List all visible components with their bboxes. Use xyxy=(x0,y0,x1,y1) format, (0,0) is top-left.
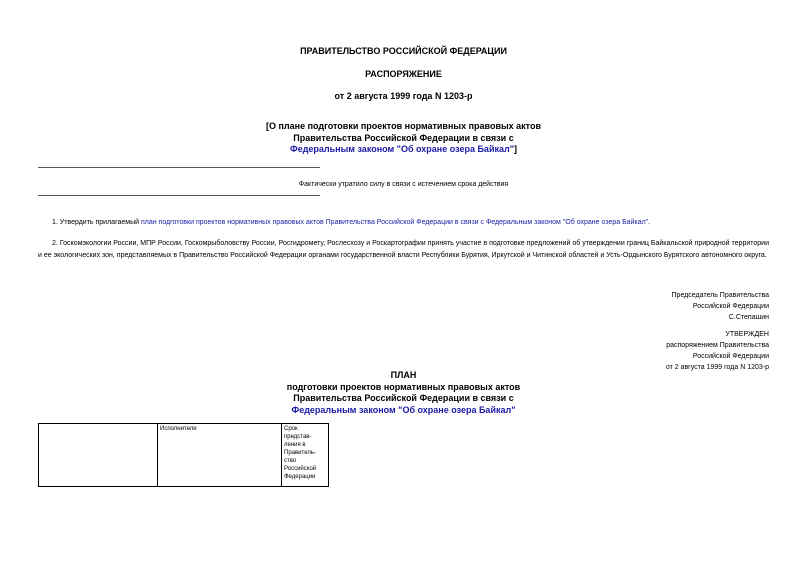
status-note: Фактически утратило силу в связи с истечением срока действия xyxy=(298,181,509,188)
signature-line-1: Председатель Правительства xyxy=(671,292,769,299)
plan-link[interactable]: план подготовки проектов нормативных правовых актов Правительства Российской Федерации в связи с Федеральным законом "Об охране озера Байкал" xyxy=(140,219,649,226)
plan-heading xyxy=(0,370,807,416)
subject-line-1: [О плане подготовки проектов нормативных правовых актов xyxy=(265,121,541,131)
table-row xyxy=(39,424,329,487)
approval-line-2: распоряжением Правительства xyxy=(666,342,769,349)
plan-title: ПЛАН xyxy=(390,370,417,380)
approval-line-3: Российской Федерации xyxy=(692,353,769,360)
plan-table xyxy=(38,423,329,487)
divider-bottom xyxy=(38,195,320,196)
subject-line-2: Правительства Российской Федерации в связи с xyxy=(293,132,514,143)
signature-line-3: С.Степашин xyxy=(728,314,769,321)
government-heading: ПРАВИТЕЛЬСТВО РОССИЙСКОЙ ФЕДЕРАЦИИ xyxy=(300,46,507,56)
signature-block xyxy=(672,290,769,323)
document-date-number: от 2 августа 1999 года N 1203-р xyxy=(334,91,473,101)
paragraph-1-suffix: . xyxy=(648,219,651,226)
subject-close-bracket: ] xyxy=(513,144,517,154)
plan-federal-law-link[interactable]: Федеральным законом "Об охране озера Байкал" xyxy=(291,404,516,415)
table-header-executors: Исполнители xyxy=(158,424,282,487)
approval-line-1: УТВЕРЖДЕН xyxy=(725,331,769,338)
table-cell-activity xyxy=(39,424,158,487)
subject-line-3 xyxy=(0,144,807,156)
document-subject xyxy=(0,121,807,156)
document-type-heading: РАСПОРЯЖЕНИЕ xyxy=(365,69,442,79)
approval-block xyxy=(666,329,769,373)
plan-line-2: Правительства Российской Федерации в связи с xyxy=(293,393,514,403)
federal-law-link[interactable]: Федеральным законом "Об охране озера Байкал" xyxy=(290,144,514,154)
divider-top xyxy=(38,167,320,168)
signature-line-2: Российской Федерации xyxy=(692,303,769,310)
approval-line-4: от 2 августа 1999 года N 1203-р xyxy=(665,364,769,371)
plan-line-1: подготовки проектов нормативных правовых актов xyxy=(286,381,521,392)
table-header-deadline: Срок представ- ления в Правитель- ство Российской Федерации xyxy=(282,424,329,487)
paragraph-1 xyxy=(38,217,769,229)
paragraph-1-prefix: 1. Утвердить прилагаемый xyxy=(52,219,141,226)
paragraph-2: 2. Госкомэкологии России, МПР России, Госкомрыболовству России, Росгидромету, Рослесхозу и Роскартографии принять участие в подготовке предложений об утверждении границ Байкальской природной территории и ее экологических зон, представляемых в Правительство Российской Федерации органами государственной власти Республики Бурятия, Иркутской и Читинской областей и Усть-Ордынского Бурятского автономного округа. xyxy=(38,240,769,259)
